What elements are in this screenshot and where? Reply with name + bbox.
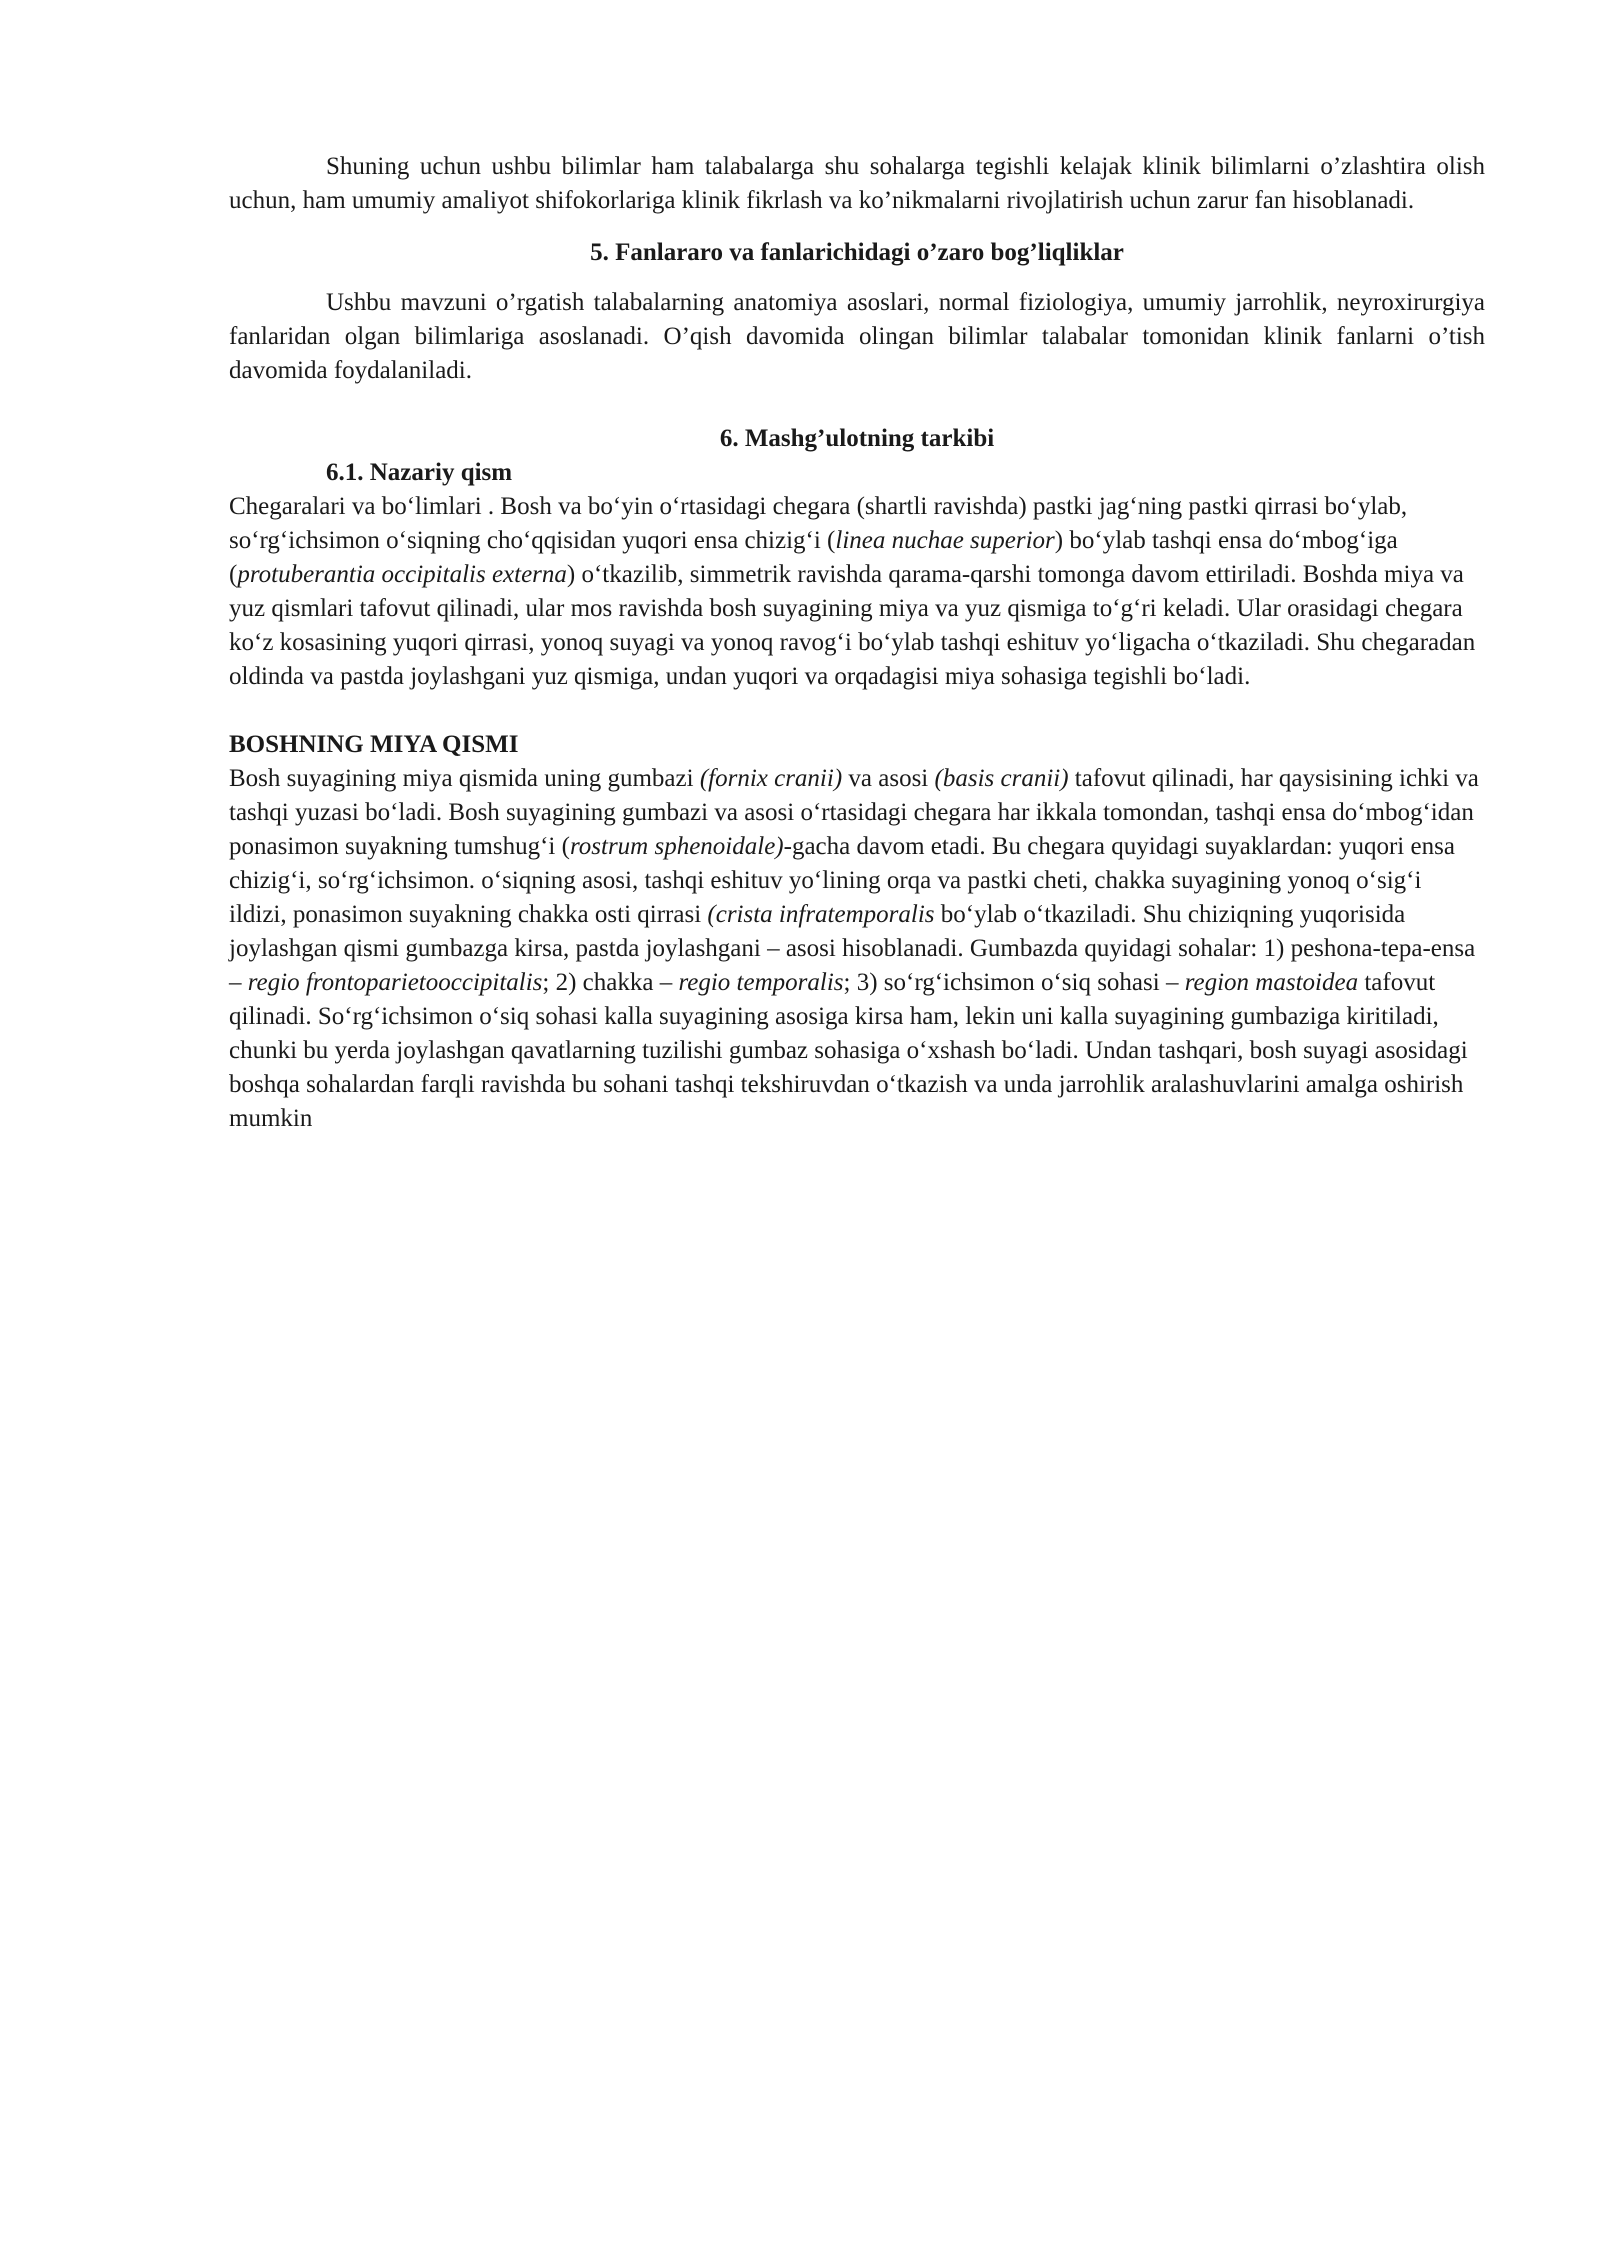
text-run: Chegaralari va bo‘limlari . Bosh va bo‘yin o‘rtasidagi chegara (shartli ravishda) pastki jag‘ning pastki qirrasi bo‘ylab, so‘rg‘ichsimon o‘siqning cho‘qqisidan yuqori ensa chizig‘i ( [229,493,1408,554]
latin-term: (fornix cranii) [699,765,843,792]
section-6-1-heading: 6.1. Nazariy qism [326,459,513,486]
text-run: Bosh suyagining miya qismida uning gumbazi [229,765,700,792]
text-run: -gacha davom etadi. Bu chegara quyidagi suyaklardan: yuqori ensa chizig‘i, so‘rg‘ichsimon. o‘siqning asosi, tashqi eshituv yo‘lining orqa va pastki cheti, chakka suyagining yonoq o‘sig‘i ildizi, ponasimon suyakning chakka osti qirrasi [229,833,1455,928]
section-6-heading: 6. Mashg’ulotning tarkibi [719,425,995,452]
text-run: ) bo‘ylab tashqi ensa do‘mbog‘iga ( [229,527,1398,588]
document-page [229,150,1485,1136]
latin-term: linea nuchae superior [835,527,1055,554]
section-5-heading: 5. Fanlararo va fanlarichidagi o’zaro bog’liqliklar [590,239,1124,266]
latin-term: protuberantia occipitalis externa [237,561,567,588]
latin-term: (basis cranii) [934,765,1069,792]
latin-term: region mastoidea [1184,969,1359,996]
latin-term: (crista infratemporalis [707,901,935,928]
latin-term: rostrum sphenoidale) [569,833,784,860]
text-run: va asosi [842,765,935,792]
text-run: bo‘ylab o‘tkaziladi. Shu chiziqning yuqorisida joylashgan qismi gumbazga kirsa, pastda joylashgani – asosi hisoblanadi. Gumbazda quyidagi sohalar: 1) peshona-tepa-ensa – [229,901,1476,996]
text-run: tafovut qilinadi. So‘rg‘ichsimon o‘siq sohasi kalla suyagining asosiga kirsa ham, lekin uni kalla suyagining gumbaziga kiritiladi, chunki bu yerda joylashgan qavatlarning tuzilishi gumbaz sohasiga o‘xshash bo‘ladi. Undan tashqari, bosh suyagi asosidagi boshqa sohalardan farqli ravishda bu sohani tashqi tekshiruvdan o‘tkazish va unda jarrohlik aralashuvlarini amalga oshirish mumkin [229,969,1468,1132]
latin-term: regio frontoparietooccipitalis [247,969,543,996]
brain-section-heading: BOSHNING MIYA QISMI [229,731,519,758]
brain-section-paragraph [229,762,1485,1136]
text-run: ; 2) chakka – [542,969,679,996]
text-run: tafovut qilinadi, har qaysisining ichki va tashqi yuzasi bo‘ladi. Bosh suyagining gumbazi va asosi o‘rtasidagi chegara har ikkala tomondan, tashqi ensa do‘mbog‘idan ponasimon suyakning tumshug‘i ( [229,765,1479,860]
text-run: ) o‘tkazilib, simmetrik ravishda qarama-qarshi tomonga davom ettiriladi. Boshda miya va yuz qismlari tafovut qilinadi, ular mos ravishda bosh suyagining miya va yuz qismiga to‘g‘ri keladi. Ular orasidagi chegara ko‘z kosasining yuqori qirrasi, yonoq suyagi va yonoq ravog‘i bo‘ylab tashqi eshituv yo‘ligacha o‘tkaziladi. Shu chegaradan oldinda va pastda joylashgani yuz qismiga, undan yuqori va orqadagisi miya sohasiga tegishli bo‘ladi. [229,561,1476,690]
section-6-1-paragraph [229,490,1485,694]
intro-paragraph: Shuning uchun ushbu bilimlar ham talabalarga shu sohalarga tegishli kelajak klinik bilimlarni o’zlashtira olish uchun, ham umumiy amaliyot shifokorlariga klinik fikrlash va ko’nikmalarni rivojlatirish uchun zarur fan hisoblanadi. [229,153,1485,214]
latin-term: regio temporalis [678,969,844,996]
text-run: ; 3) so‘rg‘ichsimon o‘siq sohasi – [843,969,1185,996]
section-5-paragraph: Ushbu mavzuni o’rgatish talabalarning anatomiya asoslari, normal fiziologiya, umumiy jarrohlik, neyroxirurgiya fanlaridan olgan bilimlariga asoslanadi. O’qish davomida olingan bilimlar talabalar tomonidan klinik fanlarni o’tish davomida foydalaniladi. [229,289,1485,384]
